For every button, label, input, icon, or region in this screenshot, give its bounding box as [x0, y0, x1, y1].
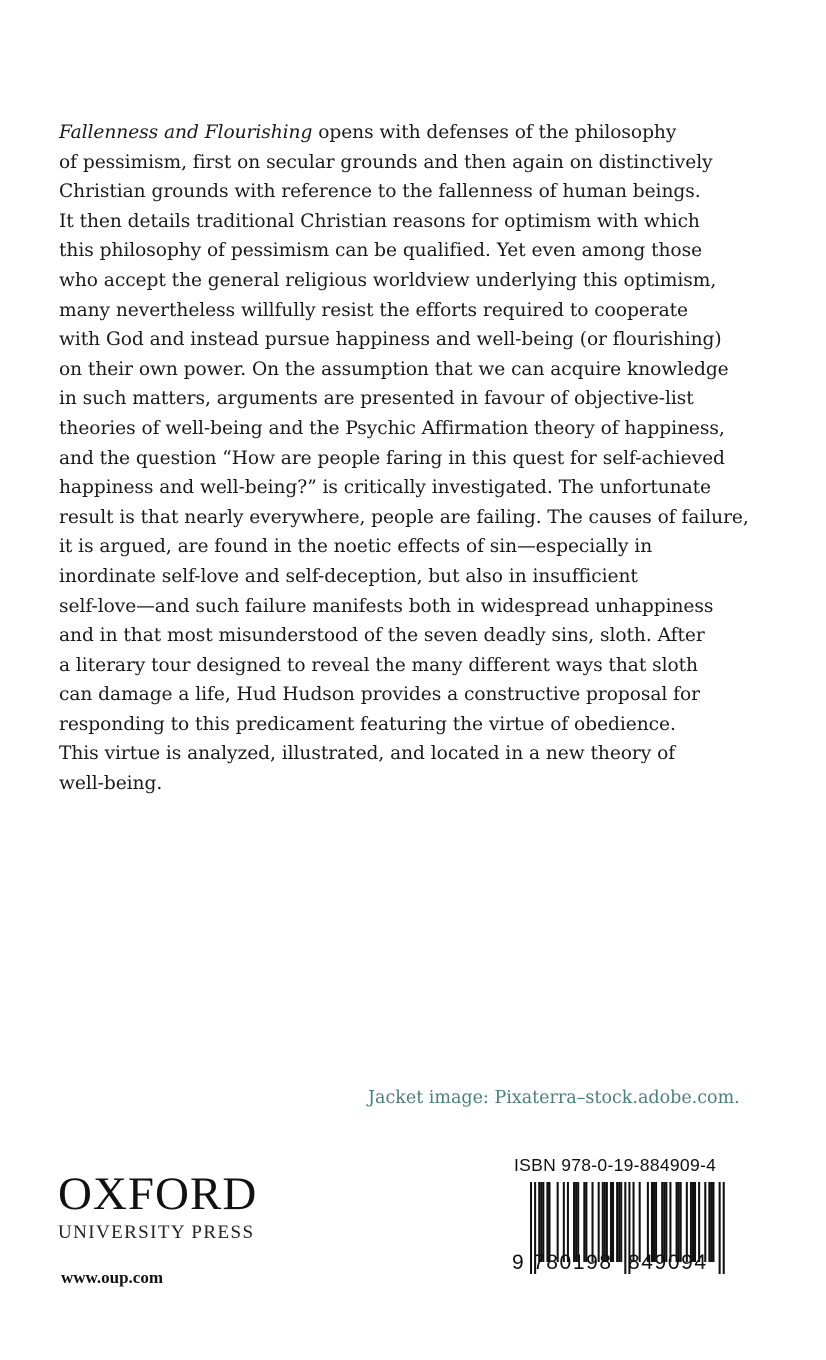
barcode-bar — [538, 1182, 540, 1262]
barcode-bar — [546, 1182, 548, 1262]
barcode-bar — [610, 1182, 612, 1262]
barcode-bar — [548, 1182, 550, 1262]
isbn-label: ISBN 978-0-19-884909-4 — [514, 1155, 717, 1175]
barcode-bar — [598, 1182, 600, 1262]
barcode-bar — [585, 1182, 587, 1262]
barcode-bar — [692, 1182, 694, 1262]
barcode-bar — [680, 1182, 682, 1262]
publisher-logo — [58, 1170, 257, 1244]
barcode-bar — [577, 1182, 579, 1262]
barcode-bar — [704, 1182, 706, 1262]
barcode-bar — [604, 1182, 606, 1262]
barcode-left-digits: 780198 — [533, 1251, 613, 1274]
barcode-bar — [708, 1182, 710, 1262]
barcode-bar — [612, 1182, 614, 1262]
barcode-bar — [690, 1182, 692, 1262]
barcode-bar — [573, 1182, 575, 1262]
barcode-lead-digit: 9 — [512, 1251, 524, 1274]
jacket-image-credit: Jacket image: Pixaterra–stock.adobe.com. — [368, 1088, 740, 1108]
barcode-bar — [710, 1182, 712, 1262]
barcode-bar — [583, 1182, 585, 1262]
barcode-bar — [676, 1182, 678, 1262]
publisher-website: www.oup.com — [61, 1268, 164, 1287]
barcode-bar — [557, 1182, 559, 1262]
back-cover-blurb — [59, 118, 779, 799]
barcode-bar — [719, 1182, 721, 1274]
barcode-bar — [663, 1182, 665, 1262]
barcode-bar — [694, 1182, 696, 1262]
barcode-bar — [647, 1182, 649, 1262]
barcode-bar — [653, 1182, 655, 1262]
barcode-bar — [655, 1182, 657, 1262]
publisher-name: OXFORD — [58, 1168, 258, 1220]
barcode-bar — [639, 1182, 641, 1262]
barcode-bar — [542, 1182, 544, 1262]
barcode-bar — [665, 1182, 667, 1262]
barcode-bar — [618, 1182, 620, 1262]
blurb-body-text: opens with defenses of the philosophy of pessimism, first on secular grounds and then again on distinctively Christian grounds with reference to the fallenness of human beings. It then details traditional Christian reasons for optimism with which this philosophy of pessimism can be qualified. Yet even among those who accept the general religious worldview underlying this optimism, many nevertheless willfully resist the efforts required to cooperate with God and instead pursue happiness and well-being (or flourishing) on their own power. On the assumption that we can acquire knowledge in such matters, arguments are presented in favour of objective-list theories of well-being and the Psychic Affirmation theory of happiness, and the question “How are people faring in this quest for self-achieved happiness and well-being?” is critically investigated. The unfortunate result is that nearly everywhere, people are failing. The causes of failure, it is argued, are found in the noetic effects of sin—especially in inordinate self-love and self-deception, but also in insufficient self-love—and such failure manifests both in widespread unhappiness and in that most misunderstood of the seven deadly sins, sloth. After a literary tour designed to reveal the many different ways that sloth can damage a life, Hud Hudson provides a constructive proposal for responding to this predicament featuring the virtue of obedience. This virtue is analyzed, illustrated, and located in a new theory of well-being. — [59, 122, 749, 795]
barcode-bar — [698, 1182, 700, 1262]
barcode-bar — [651, 1182, 653, 1262]
barcode-right-digits: 849094 — [628, 1251, 708, 1274]
barcode-bar — [678, 1182, 680, 1262]
barcode-bar — [592, 1182, 594, 1262]
barcode-bar — [602, 1182, 604, 1262]
publisher-subname: UNIVERSITY PRESS — [58, 1222, 255, 1243]
barcode-bar — [661, 1182, 663, 1262]
barcode-bar — [620, 1182, 622, 1262]
barcode-bar — [712, 1182, 714, 1262]
isbn-barcode-block — [510, 1155, 750, 1274]
barcode-bar — [563, 1182, 565, 1262]
barcode-bar — [633, 1182, 635, 1262]
barcode-bar — [723, 1182, 725, 1274]
barcode-bar — [686, 1182, 688, 1262]
barcode-bar — [669, 1182, 671, 1262]
barcode-bar — [624, 1182, 626, 1274]
book-title-italic: Fallenness and Flourishing — [59, 122, 313, 143]
barcode-bar — [540, 1182, 542, 1262]
barcode-bar — [530, 1182, 532, 1274]
barcode-bar — [575, 1182, 577, 1262]
barcode-bar — [606, 1182, 608, 1262]
barcode-bar — [567, 1182, 569, 1262]
barcode-bar — [616, 1182, 618, 1262]
